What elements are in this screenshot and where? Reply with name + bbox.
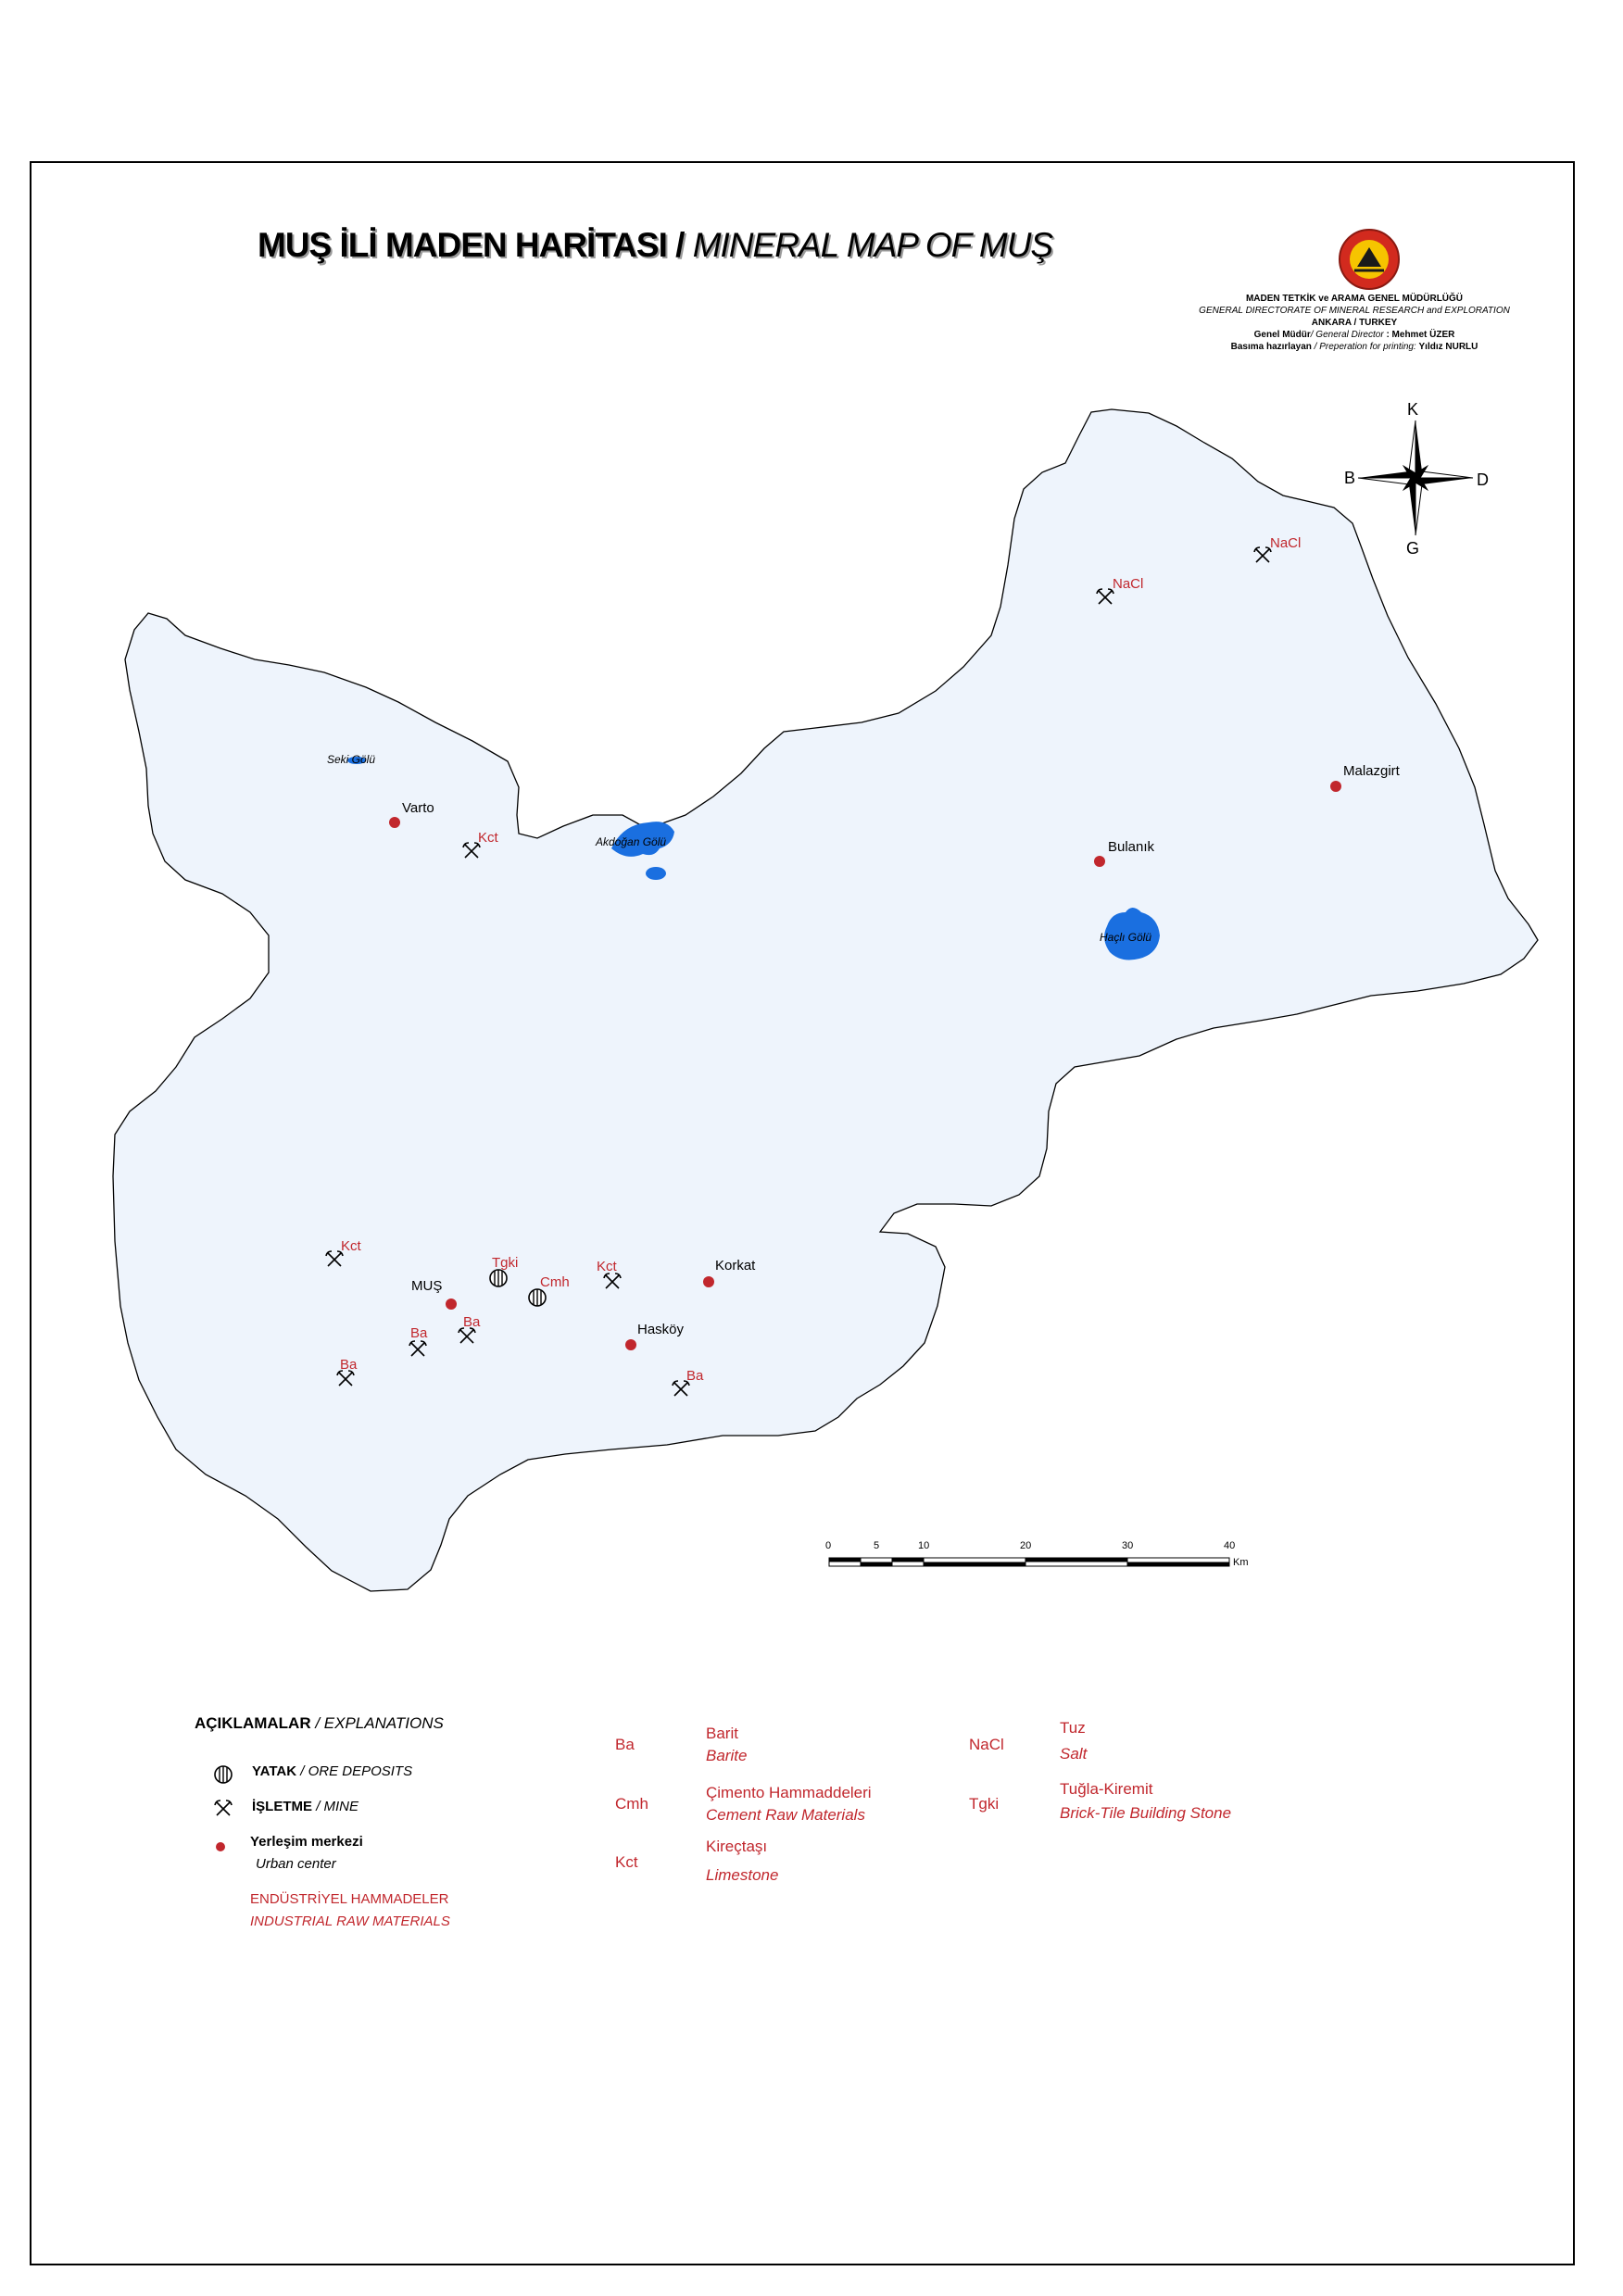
prepared-label-tr: Basıma hazırlayan [1230,342,1312,352]
akdogan-lake-label: Akdoğan Gölü [596,835,667,848]
prepared-name: Yıldız NURLU [1418,342,1478,352]
scale-tick-0: 0 [825,1540,832,1551]
prepared-line [1160,341,1549,353]
legend-industrial-tr: ENDÜSTRİYEL HAMMADELER [250,1891,449,1907]
town-korkat: Korkat [715,1258,756,1273]
material-tr-kct: Kireçtaşı [706,1838,768,1855]
compass-rose-icon [1358,420,1473,535]
legend-ore [252,1763,412,1779]
deposit-label-tgki: Tgki [492,1255,519,1271]
scale-tick-5: 5 [874,1540,880,1551]
material-en-kct: Limestone [706,1866,779,1884]
legend-mine-en: / MINE [316,1799,359,1814]
deposit-label-varto-kct: Kct [478,830,498,846]
material-code-kct: Kct [615,1853,638,1871]
material-code-tgki: Tgki [969,1795,1000,1813]
legend-mine [252,1799,359,1814]
mta-logo [1340,230,1399,289]
deposit-label-ba4: Ba [686,1368,704,1384]
material-en-nacl: Salt [1060,1745,1088,1763]
institution-location: ANKARA / TURKEY [1311,318,1398,328]
town-bulanik: Bulanık [1108,839,1155,855]
director-line [1160,329,1549,341]
institution-name-en: GENERAL DIRECTORATE OF MINERAL RESEARCH and EXPLORATION [1199,306,1510,316]
material-code-nacl: NaCl [969,1736,1004,1753]
compass-north: K [1407,400,1419,419]
legend-urban-symbol [216,1842,225,1851]
seki-lake-label: Seki Gölü [327,753,376,766]
material-en-ba: Barite [706,1747,748,1764]
urban-marker-varto [389,817,400,828]
deposit-label-north-nacl: NaCl [1270,535,1302,551]
deposit-label-bulanik-nacl: NaCl [1113,576,1144,592]
deposit-label-ba3: Ba [463,1314,481,1330]
legend-ore-symbol [215,1766,232,1783]
urban-marker-bulanik [1094,856,1105,867]
town-varto: Varto [402,800,434,816]
map-title-en: MINERAL MAP OF MUŞ [692,226,1053,264]
hacli-lake-label: Haçlı Gölü [1100,931,1152,944]
ore-symbol-tgki [490,1270,507,1286]
material-tr-nacl: Tuz [1060,1719,1086,1737]
scale-tick-30: 30 [1122,1540,1134,1551]
legend-heading-tr: AÇIKLAMALAR [195,1714,311,1732]
ore-symbol-cmh [529,1289,546,1306]
compass-east: D [1477,470,1489,489]
province-boundary [113,409,1538,1591]
map-title-tr: MUŞ İLİ MADEN HARİTASI [258,226,667,264]
legend-heading [195,1714,444,1733]
director-label-tr: Genel Müdür [1253,330,1311,340]
town-mus: MUŞ [411,1278,443,1294]
deposit-label-ba2: Ba [410,1325,428,1341]
director-name: : Mehmet ÜZER [1386,330,1455,340]
scale-tick-40: 40 [1224,1540,1236,1551]
urban-marker-korkat [703,1276,714,1287]
director-label-en: / General Director [1310,330,1384,340]
urban-marker-malazgirt [1330,781,1341,792]
scale-bar [829,1558,1229,1566]
material-en-tgki: Brick-Tile Building Stone [1060,1804,1232,1822]
legend-ore-tr: YATAK [252,1763,297,1779]
map-title-separator: / [666,226,693,264]
legend-ore-en: / ORE DEPOSITS [300,1763,413,1779]
compass-south: G [1406,539,1420,558]
town-haskoy: Hasköy [637,1322,685,1337]
prepared-label-en: / Preperation for printing: [1314,342,1416,352]
scale-tick-20: 20 [1020,1540,1032,1551]
legend-mine-tr: İŞLETME [252,1799,313,1814]
urban-marker-haskoy [625,1339,636,1350]
material-code-ba: Ba [615,1736,635,1753]
deposit-label-cmh: Cmh [540,1274,570,1290]
town-malazgirt: Malazgirt [1343,763,1400,779]
scale-tick-10: 10 [918,1540,930,1551]
legend-urban-en: Urban center [256,1856,336,1872]
map-title [258,226,1052,265]
akdogan-lake-small [646,867,666,880]
material-en-cmh: Cement Raw Materials [706,1806,865,1824]
legend-mine-symbol [215,1800,232,1815]
material-tr-ba: Barit [706,1725,738,1742]
material-tr-cmh: Çimento Hammaddeleri [706,1784,872,1801]
deposit-label-west-kct: Kct [341,1238,361,1254]
legend-urban-tr: Yerleşim merkezi [250,1834,363,1850]
institution-name-tr: MADEN TETKİK ve ARAMA GENEL MÜDÜRLÜĞÜ [1245,294,1464,304]
deposit-label-east-kct: Kct [597,1259,617,1274]
legend-heading-en: / EXPLANATIONS [310,1714,444,1732]
legend-industrial-en: INDUSTRIAL RAW MATERIALS [250,1913,450,1929]
urban-marker-mus [446,1299,457,1310]
material-tr-tgki: Tuğla-Kiremit [1060,1780,1153,1798]
compass-west: B [1344,469,1356,487]
institution-block [1160,293,1549,353]
material-code-cmh: Cmh [615,1795,648,1813]
scale-unit: Km [1233,1557,1249,1568]
deposit-label-ba1: Ba [340,1357,358,1373]
